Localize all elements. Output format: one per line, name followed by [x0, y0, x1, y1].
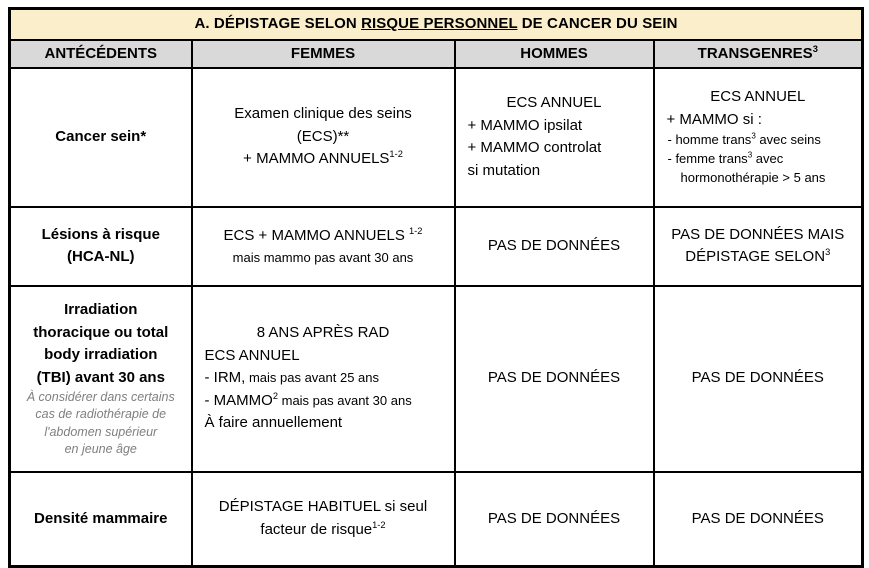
cell-text-line [199, 390, 448, 413]
footnote-ref: 3 [747, 150, 753, 160]
cell-text-line: Examen clinique des seins [234, 105, 412, 123]
cell-text-line: PAS DE DONNÉES [487, 509, 621, 527]
note-line: l'abdomen supérieur [44, 424, 158, 439]
cell-text: facteur de risque [260, 520, 373, 538]
cell-text-line: si mutation [467, 161, 541, 179]
cell-text-line: À faire annuellement [204, 414, 343, 432]
cell-cancer-sein-hommes [455, 68, 654, 207]
antecedent-label: Cancer sein* [55, 127, 147, 145]
cell-lesions-transgenres [654, 207, 863, 286]
cell-text: - MAMMO [204, 391, 273, 409]
footnote-ref: 1-2 [372, 519, 386, 530]
table-title [10, 9, 863, 40]
column-header-row [10, 40, 863, 68]
note-line: À considérer dans certains [26, 390, 175, 404]
depistage-risque-personnel-table [8, 7, 864, 568]
cell-text-line [199, 519, 448, 542]
cell-text-line: + MAMMO controlat [467, 139, 602, 156]
row-densite-mammaire [10, 472, 863, 567]
cell-densite-antecedent [10, 472, 192, 567]
cell-text: - homme trans [667, 132, 752, 148]
cell-densite-femmes [192, 472, 455, 567]
row-irradiation [10, 286, 863, 472]
cell-irradiation-transgenres [654, 286, 863, 472]
footnote-ref: 1-2 [409, 226, 423, 236]
row-cancer-sein [10, 68, 863, 207]
antecedent-label: body irradiation [44, 346, 158, 363]
title-row [10, 9, 863, 40]
antecedent-label: (TBI) avant 30 ans [36, 368, 165, 386]
title-text-underlined: RISQUE PERSONNEL [361, 15, 518, 32]
footnote-ref: 3 [812, 43, 818, 54]
cell-text-line: 8 ANS APRÈS RAD [256, 324, 390, 342]
antecedent-label: Densité mammaire [34, 509, 168, 527]
footnote-ref: 2 [272, 390, 278, 401]
antecedent-label: Irradiation [64, 301, 138, 318]
cell-text-line [199, 148, 448, 171]
cell-text: avec hormonothérapie > 5 ans [680, 151, 826, 185]
cell-irradiation-hommes [455, 286, 654, 472]
cell-text: mais pas avant 30 ans [278, 392, 412, 408]
cell-text-line: PAS DE DONNÉES [691, 509, 824, 527]
cell-text-line [199, 225, 448, 248]
cell-densite-hommes [455, 472, 654, 567]
cell-lesions-femmes [192, 207, 455, 286]
antecedent-label: Lésions à risque [41, 225, 160, 243]
title-text-part1: A. DÉPISTAGE SELON [194, 15, 362, 32]
cell-densite-transgenres [654, 472, 863, 567]
title-text-part2: DE CANCER DU SEIN [517, 15, 678, 32]
cell-text-line: + MAMMO ipsilat [467, 116, 583, 134]
cell-text-line: ECS ANNUEL [506, 94, 602, 111]
bullet-item [661, 131, 856, 150]
column-header-antecedents: ANTÉCÉDENTS [10, 40, 192, 68]
cell-text: ECS + MAMMO ANNUELS [223, 227, 410, 244]
footnote-ref: 1-2 [389, 149, 403, 160]
cell-text: + MAMMO ANNUELS [243, 150, 390, 168]
column-header-transgenres [654, 40, 863, 68]
cell-cancer-sein-antecedent [10, 68, 192, 207]
footnote-ref: 3 [825, 247, 831, 257]
cell-text-line: ECS ANNUEL [710, 88, 806, 106]
footnote-ref: 3 [751, 131, 756, 141]
cell-irradiation-femmes [192, 286, 455, 472]
cell-irradiation-antecedent [10, 286, 192, 472]
cell-text-line: (ECS)** [296, 127, 350, 145]
cell-text-line [199, 367, 448, 390]
cell-cancer-sein-femmes [192, 68, 455, 207]
column-header-hommes: HOMMES [455, 40, 654, 68]
cell-text-line: DÉPISTAGE HABITUEL si seul [218, 498, 428, 516]
antecedent-note [17, 389, 185, 458]
row-lesions-a-risque [10, 207, 863, 286]
bullet-item [661, 150, 856, 188]
column-header-transgenres-label: TRANSGENRES [697, 44, 813, 62]
cell-text-line: ECS ANNUEL [204, 346, 300, 364]
note-line: en jeune âge [64, 441, 137, 456]
cell-text: - IRM, [204, 369, 246, 387]
cell-text: mais pas avant 25 ans [245, 370, 380, 386]
note-line: cas de radiothérapie de [35, 407, 167, 422]
cell-text: avec seins [755, 132, 821, 148]
cell-text: DÉPISTAGE SELON [685, 248, 826, 265]
cell-text-line: + MAMMO si : [666, 110, 762, 128]
antecedent-label: thoracique ou total [33, 323, 169, 341]
cell-text-line: PAS DE DONNÉES [691, 369, 824, 387]
cell-text-line: PAS DE DONNÉES [487, 369, 621, 387]
cell-text-line: PAS DE DONNÉES [487, 236, 621, 254]
cell-lesions-antecedent [10, 207, 192, 286]
cell-text: - femme trans [667, 151, 748, 167]
cell-lesions-hommes [455, 207, 654, 286]
column-header-femmes: FEMMES [192, 40, 455, 68]
cell-text-line: mais mammo pas avant 30 ans [232, 249, 414, 265]
cell-text-line [661, 246, 856, 269]
cell-text-line: PAS DE DONNÉES MAIS [671, 225, 845, 243]
cell-cancer-sein-transgenres [654, 68, 863, 207]
antecedent-label: (HCA-NL) [67, 248, 135, 265]
